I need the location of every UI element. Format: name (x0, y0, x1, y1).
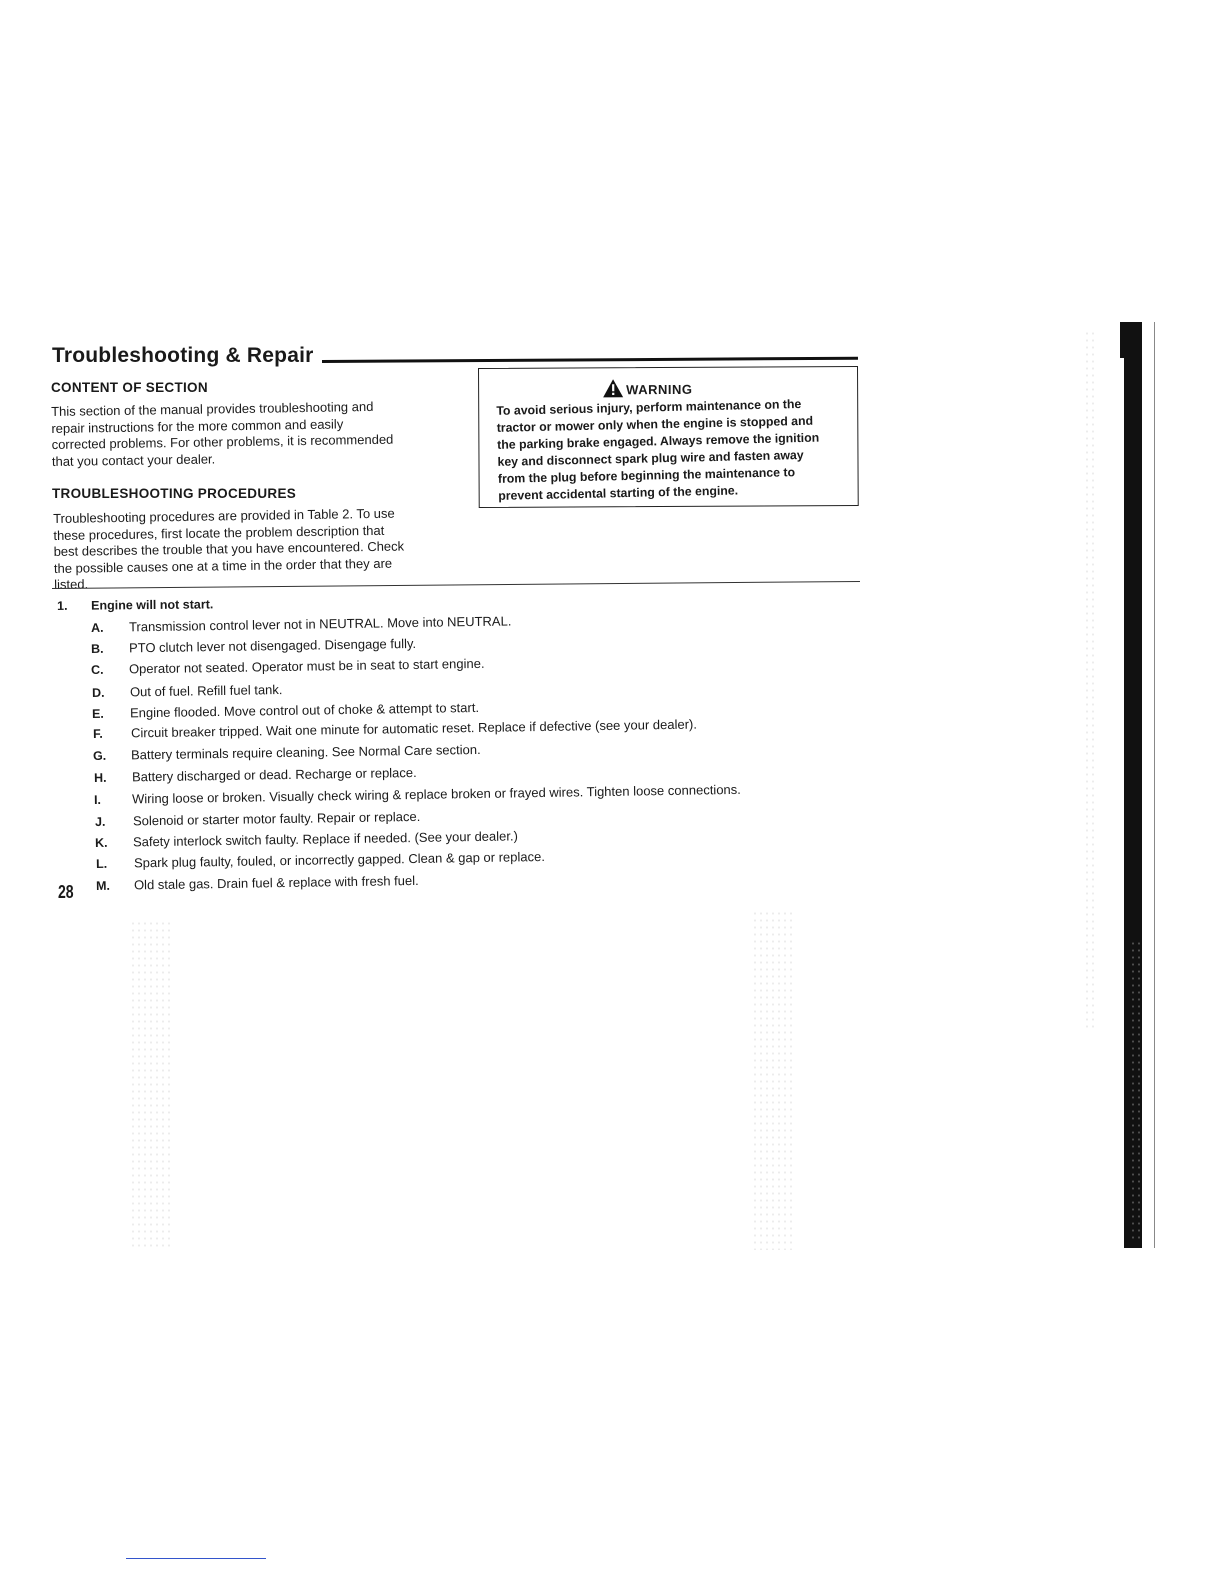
cause-text: Engine flooded. Move control out of choke & attempt to start. (129, 699, 480, 721)
scan-speckle (1084, 330, 1098, 1030)
scan-edge-line (1154, 322, 1155, 1248)
cause-text: Transmission control lever not in NEUTRAL. Move into NEUTRAL. (128, 613, 512, 635)
problem-title: Engine will not start. (90, 597, 214, 613)
warning-text (496, 395, 843, 505)
cause-text: Operator not seated. Operator must be in seat to start engine. (128, 655, 485, 677)
cause-text: Solenoid or starter motor faulty. Repair or replace. (132, 808, 421, 829)
content-line: This section of the manual provides troubleshooting and (51, 398, 374, 419)
scan-edge-notch (1120, 322, 1130, 358)
cause-letter: L. (95, 856, 108, 871)
cause-letter: A. (90, 620, 104, 635)
cause-item (91, 613, 512, 635)
problem-number: 1. (57, 598, 68, 613)
scan-speckle (130, 920, 170, 1250)
procedures-line: the possible causes one at a time in the order that they are (53, 555, 393, 576)
content-line: that you contact your dealer. (51, 451, 216, 469)
cause-letter: H. (93, 770, 107, 785)
cause-letter: G. (92, 748, 107, 763)
page-title: Troubleshooting & Repair (52, 344, 314, 367)
cause-text: Spark plug faulty, fouled, or incorrectly gapped. Clean & gap or replace. (133, 848, 546, 871)
cause-text: Safety interlock switch faulty. Replace if needed. (See your dealer.) (132, 828, 518, 850)
warning-line: key and disconnect spark plug wire and fasten away (497, 447, 804, 469)
procedures-line: these procedures, first locate the problem description that (53, 522, 385, 543)
problem-heading (57, 597, 213, 613)
warning-label: WARNING (626, 381, 693, 398)
cause-letter: K. (94, 835, 108, 850)
cause-text: PTO clutch lever not disengaged. Disengage fully. (128, 635, 417, 656)
bottom-line (126, 1558, 266, 1559)
warning-line: the parking brake engaged. Always remove the ignition (496, 430, 820, 452)
cause-item (95, 828, 518, 850)
scan-speckle (752, 910, 792, 1250)
title-rule (322, 357, 858, 363)
warning-line: prevent accidental starting of the engine. (498, 483, 739, 503)
cause-text: Old stale gas. Drain fuel & replace with fresh fuel. (133, 872, 419, 893)
cause-letter: M. (95, 878, 111, 893)
warning-line: tractor or mower only when the engine is stopped and (496, 413, 814, 435)
procedures-text (53, 505, 435, 594)
content-line: corrected problems. For other problems, it is recommended (51, 431, 394, 453)
cause-item (96, 873, 419, 893)
cause-text: Wiring loose or broken. Visually check wiring & replace broken or frayed wires. Tighten loose connections. (131, 781, 741, 807)
cause-item (91, 636, 416, 656)
procedures-heading: TROUBLESHOOTING PROCEDURES (52, 486, 297, 501)
page-number: 28 (58, 882, 74, 902)
cause-letter: I. (93, 792, 102, 807)
cause-item (91, 656, 485, 677)
cause-text: Out of fuel. Refill fuel tank. (129, 682, 283, 700)
cause-letter: B. (90, 641, 104, 656)
cause-letter: E. (91, 706, 104, 721)
cause-text: Circuit breaker tripped. Wait one minute for automatic reset. Replace if defective (see your dealer). (130, 716, 698, 741)
cause-item (92, 700, 479, 721)
cause-item (93, 717, 697, 741)
warning-line: To avoid serious injury, perform maintenance on the (496, 396, 802, 418)
cause-text: Battery discharged or dead. Recharge or replace. (131, 764, 417, 785)
procedures-line: Troubleshooting procedures are provided in Table 2. To use (53, 505, 395, 526)
procedures-line: listed. (54, 576, 89, 593)
cause-item (93, 742, 481, 763)
cause-item (94, 782, 741, 807)
cause-letter: C. (90, 662, 104, 677)
warning-box (478, 366, 859, 508)
cause-letter: D. (91, 685, 105, 700)
cause-item (94, 765, 417, 785)
cause-letter: F. (92, 726, 103, 741)
content-section-heading: CONTENT OF SECTION (51, 380, 208, 395)
cause-item (95, 809, 421, 829)
content-line: repair instructions for the more common and easily (51, 416, 344, 436)
content-section-text (51, 398, 435, 470)
warning-triangle-icon (602, 378, 624, 401)
cause-letter: J. (94, 814, 106, 829)
cause-text: Battery terminals require cleaning. See Normal Care section. (130, 741, 481, 763)
warning-line: from the plug before beginning the maintenance to (497, 465, 796, 486)
scan-speckle (1130, 940, 1140, 1240)
procedures-line: best describes the trouble that you have encountered. Check (53, 538, 405, 560)
cause-item (96, 849, 545, 871)
cause-item (92, 682, 283, 700)
